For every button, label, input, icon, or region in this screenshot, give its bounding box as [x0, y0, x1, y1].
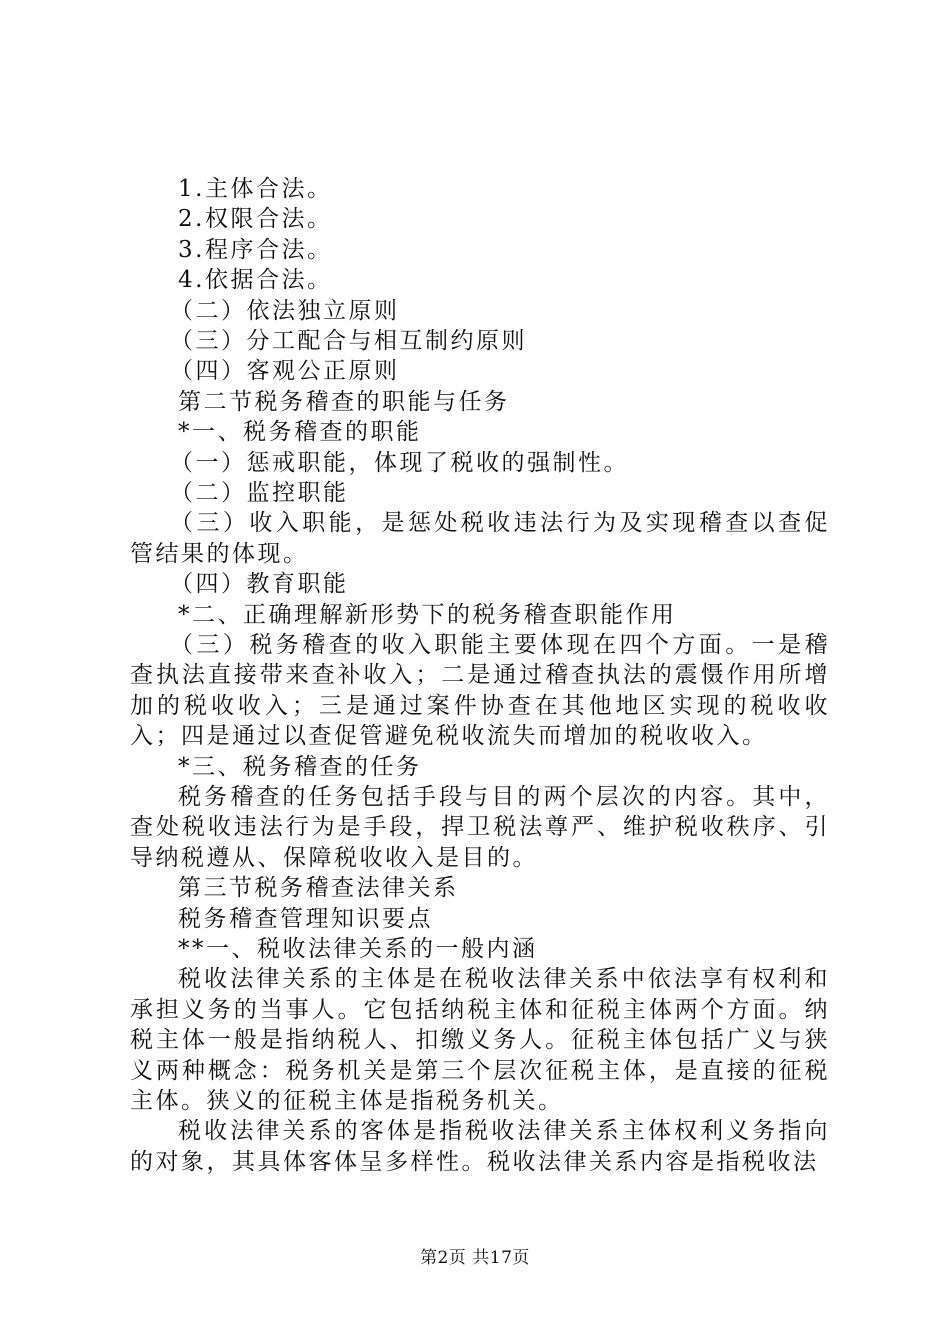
subheading-objective-principle: （四）客观公正原则: [170, 358, 400, 385]
heading-management-points: 税务稽查管理知识要点: [178, 905, 433, 932]
list-item-basis-legal: 4.依据合法。: [178, 267, 333, 294]
item-punishment-function: （一）惩戒职能，体现了税收的强制性。: [170, 449, 629, 476]
list-item-subject-legal: 1.主体合法。: [178, 176, 333, 202]
paragraph-income-four-aspects: （三）税务稽查的收入职能主要体现在四个方面。一是稽查执法直接带来查补收入；二是通过稽查执法的震慑作用所增加的税收收入；三是通过案件协查在其他地区实现的税收收入；四是通过以查促管避免税收流失而增加的税收收入。: [130, 631, 830, 750]
section-heading-2: 第二节税务稽查的职能与任务: [178, 388, 510, 415]
subheading-cooperation-principle: （三）分工配合与相互制约原则: [170, 327, 527, 354]
list-item-procedure-legal: 3.程序合法。: [178, 236, 333, 263]
heading-functions: *一、税务稽查的职能: [178, 419, 422, 446]
page-footer: 第2页 共17页: [420, 1248, 530, 1268]
heading-new-situation: *二、正确理解新形势下的税务稽查职能作用: [178, 601, 677, 628]
heading-general-meaning: **一、税收法律关系的一般内涵: [178, 935, 538, 962]
list-item-authority-legal: 2.权限合法。: [178, 206, 333, 233]
subheading-independent-principle: （二）依法独立原则: [170, 297, 400, 324]
paragraph-subject: 税收法律关系的主体是在税收法律关系中依法享有权利和承担义务的当事人。它包括纳税主体和征税主体两个方面。纳税主体一般是指纳税人、扣缴义务人。征税主体包括广义与狭义两种概念：税务机关是第三个层次征税主体，是直接的征税主体。狭义的征税主体是指税务机关。: [130, 966, 830, 1114]
item-monitor-function: （二）监控职能: [170, 479, 349, 506]
paragraph-income-function: （三）收入职能，是惩处税收违法行为及实现稽查以查促管结果的体现。: [130, 510, 830, 567]
item-education-function: （四）教育职能: [170, 571, 349, 598]
section-heading-3: 第三节税务稽查法律关系: [178, 875, 459, 902]
heading-tasks: *三、税务稽查的任务: [178, 753, 422, 780]
paragraph-object: 税收法律关系的客体是指税收法律关系主体权利义务指向的对象，其具体客体呈多样性。税收法律关系内容是指税收法: [130, 1118, 830, 1175]
paragraph-tasks: 税务稽查的任务包括手段与目的两个层次的内容。其中，查处税收违法行为是手段，捍卫税法尊严、维护税收秩序、引导纳税遵从、保障税收收入是目的。: [130, 783, 830, 871]
document-body: [130, 174, 830, 1177]
